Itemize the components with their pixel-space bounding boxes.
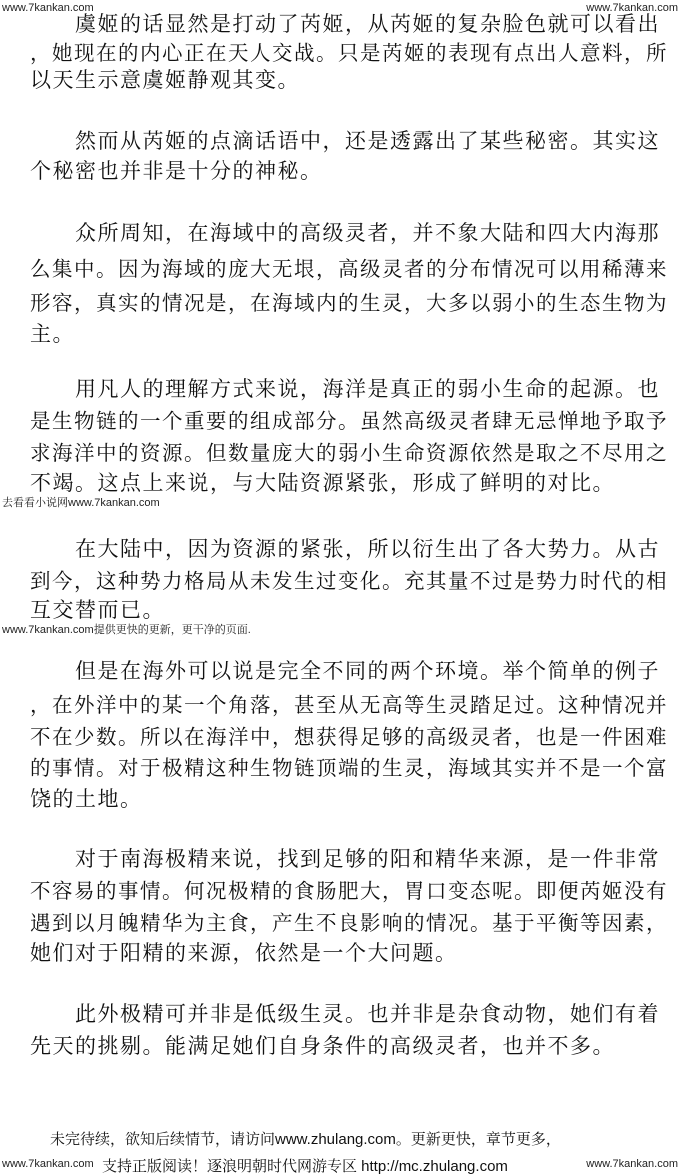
text-line: 不容易的事情。何况极精的食肠肥大，胃口变态呢。即便芮姬没有 <box>30 879 668 903</box>
text-line: 形容，真实的情况是，在海域内的生灵，大多以弱小的生态生物为 <box>30 291 668 315</box>
text-line: 然而从芮姬的点滴话语中，还是透露出了某些秘密。其实这 <box>30 129 660 153</box>
text-line: 众所周知，在海域中的高级灵者，并不象大陆和四大内海那 <box>30 221 660 245</box>
text-line: 此外极精可并非是低级生灵。也并非是杂食动物，她们有着 <box>30 1002 660 1026</box>
text-line: 个秘密也并非是十分的神秘。 <box>30 159 323 183</box>
watermark-bottom-left: www.7kankan.com <box>2 1158 94 1170</box>
text-line: 互交替而已。 <box>30 598 165 622</box>
text-line: 主。 <box>30 322 75 346</box>
text-line: 求海洋中的资源。但数量庞大的弱小生命资源依然是取之不尽用之 <box>30 441 668 465</box>
ad-line-1: 去看看小说网www.7kankan.com <box>2 497 160 509</box>
text-line: 在大陆中，因为资源的紧张，所以衍生出了各大势力。从古 <box>30 537 660 561</box>
footer-notice: 未完待续，欲知后续情节，请访问www.zhulang.com。更新更快，章节更多， <box>50 1131 561 1148</box>
ad-line-2: www.7kankan.com提供更快的更新，更干净的页面. <box>2 624 251 636</box>
text-line: 以天生示意虞姬静观其变。 <box>30 68 300 92</box>
text-line: 不竭。这点上来说，与大陆资源紧张，形成了鲜明的对比。 <box>30 471 615 495</box>
text-line: 对于南海极精来说，找到足够的阳和精华来源，是一件非常 <box>30 847 660 871</box>
text-line: 到今，这种势力格局从未发生过变化。充其量不过是势力时代的相 <box>30 569 668 593</box>
text-line: ，在外洋中的某一个角落，甚至从无高等生灵踏足过。这种情况并 <box>30 693 668 717</box>
footer-promo: 支持正版阅读！逐浪明朝时代网游专区 http://mc.zhulang.com <box>102 1158 508 1175</box>
text-line: 不在少数。所以在海洋中，想获得足够的高级灵者，也是一件困难 <box>30 725 668 749</box>
text-line: 先天的挑剔。能满足她们自身条件的高级灵者，也并不多。 <box>30 1034 615 1058</box>
text-line: 虞姬的话显然是打动了芮姬，从芮姬的复杂脸色就可以看出 <box>30 12 660 36</box>
watermark-bottom-right: www.7kankan.com <box>586 1158 678 1170</box>
text-line: 用凡人的理解方式来说，海洋是真正的弱小生命的起源。也 <box>30 377 660 401</box>
watermark-top-right: www.7kankan.com <box>586 2 678 14</box>
text-line: ，她现在的内心正在天人交战。只是芮姬的表现有点出人意料，所 <box>30 41 668 65</box>
text-line: 的事情。对于极精这种生物链顶端的生灵，海域其实并不是一个富 <box>30 756 668 780</box>
text-line: 是生物链的一个重要的组成部分。虽然高级灵者肆无忌惮地予取予 <box>30 409 668 433</box>
text-line: 她们对于阳精的来源，依然是一个大问题。 <box>30 941 458 965</box>
text-line: 么集中。因为海域的庞大无垠，高级灵者的分布情况可以用稀薄来 <box>30 257 668 281</box>
watermark-top-left: www.7kankan.com <box>2 2 94 14</box>
text-line: 饶的土地。 <box>30 787 143 811</box>
text-line: 遇到以月魄精华为主食，产生不良影响的情况。基于平衡等因素， <box>30 911 668 935</box>
text-line: 但是在海外可以说是完全不同的两个环境。举个简单的例子 <box>30 659 660 683</box>
